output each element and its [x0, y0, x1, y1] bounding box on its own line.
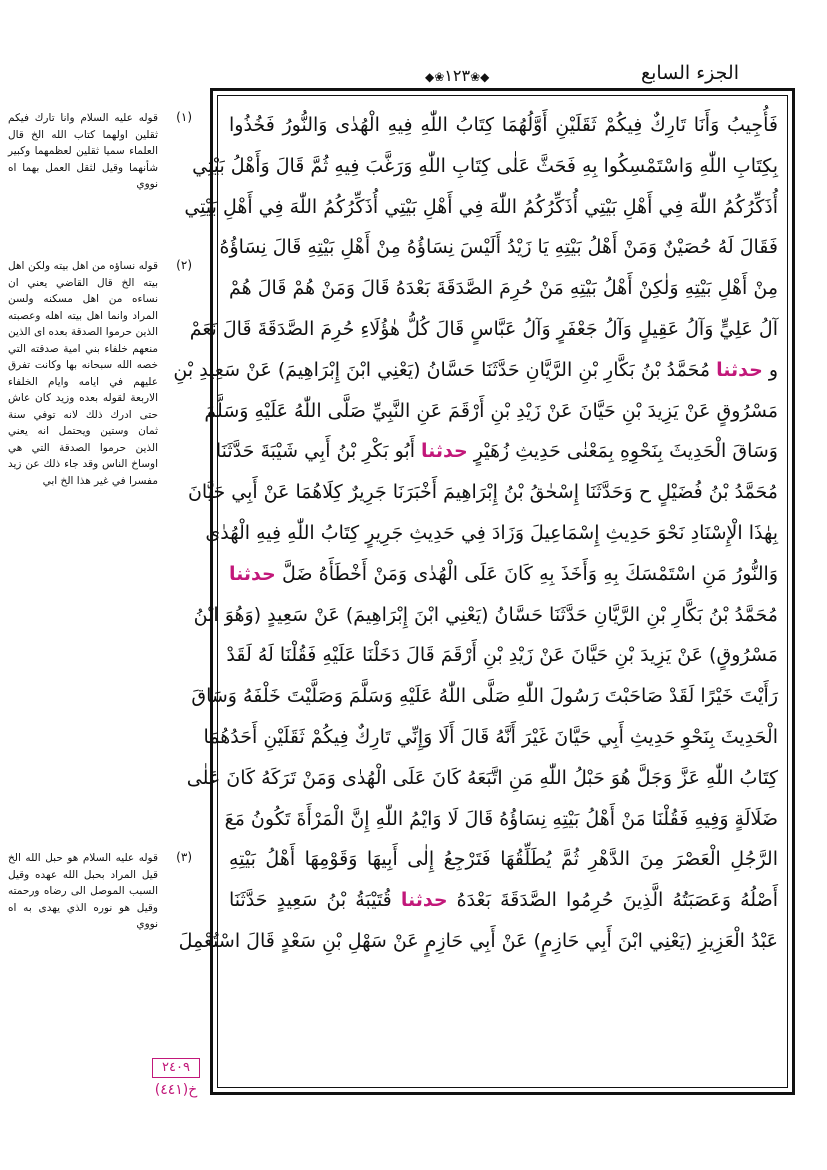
text-line: الرَّجُلِ الْعَصْرَ مِنَ الدَّهْرِ ثُمَّ يُطَلِّقُهَا فَتَرْجِعُ إِلٰى أَبِيهَا وَقَوْمِهَا أَهْلُ بَيْتِهِ [229, 848, 778, 871]
text-line: أُذَكِّرُكُمُ اللّٰهَ فِي أَهْلِ بَيْتِي أُذَكِّرُكُمُ اللّٰهَ فِي أَهْلِ بَيْتِي أُذَكِّرُكُمُ اللّٰهَ فِي أَهْلِ بَيْتِي [184, 195, 778, 218]
text-line: وَالنُّورُ مَنِ اسْتَمْسَكَ بِهِ وَأَخَذَ بِهِ كَانَ عَلَى الْهُدٰى وَمَنْ أَخْطَأَهُ ضَلَّ حدثنا [229, 562, 778, 585]
page-number [425, 66, 489, 85]
text-line: ضَلَالَةٍ وَفِيهِ فَقُلْنَا مَنْ أَهْلُ بَيْتِهِ نِسَاؤُهُ قَالَ لَا وَايْمُ اللّٰهِ إِنَّ الْمَرْأَةَ تَكُونُ مَعَ [224, 807, 778, 830]
ornament-icon: ◆❀ [470, 70, 490, 84]
footnote-text: قوله نساؤه من اهل بيته ولكن اهل بيته الخ قال القاضي يعني ان نساءه من اهل مسكنه ولسن المراد وانما اهل بيته اهله وعصبته الذين حرموا الصدقة بعده اى الذين منعهم خلفاء بني امية صدقته التي خصه الله سبحانه بها وكانت تفرق عليهم في ايامه وايام الخلفاء الاربعة لقوله بعده وزيد كان عاش حتى ادرك ذلك لانه توفي سنة ثمان وستين ويحتمل انه يعني الذين حرموا الصدقة التي هي اوساخ الناس وقد جاء ذلك عن زيد مفسرا في غير هذا الخ ابي [8, 260, 158, 487]
footnote-2 [8, 258, 198, 489]
text-line: وَسَاقَ الْحَدِيثَ بِنَحْوِهِ بِمَعْنٰى حَدِيثِ زُهَيْرٍ حدثنا أَبُو بَكْرِ بْنُ أَبِي شَيْبَةَ حَدَّثَنَا [215, 440, 778, 463]
text-line: فَقَالَ لَهُ حُصَيْنٌ وَمَنْ أَهْلُ بَيْتِهِ يَا زَيْدُ أَلَيْسَ نِسَاؤُهُ مِنْ أَهْلِ بَيْتِهِ قَالَ نِسَاؤُهُ [219, 236, 778, 259]
footnote-3 [8, 850, 198, 933]
text-line: بِكِتَابِ اللّٰهِ وَاسْتَمْسِكُوا بِهِ فَحَثَّ عَلٰى كِتَابِ اللّٰهِ وَرَغَّبَ فِيهِ ثُمَّ قَالَ وَأَهْلُ بَيْتِي [192, 154, 778, 177]
footnote-number: (٣) [176, 850, 192, 864]
footnote-text: قوله عليه السلام هو حبل الله الخ قيل المراد بحبل الله عهده وقيل السبب الموصل الى رضاه ورحمته وقيل هو نوره الذي يهدى به اه نووي [8, 852, 158, 930]
narration-marker: حدثنا [716, 358, 763, 381]
footnote-text: قوله عليه السلام وانا تارك فيكم ثقلين اولهما كتاب الله الخ قال العلماء سميا ثقلين لعظمهما وكبير شأنهما وقيل لثقل العمل بهما اه نووي [8, 112, 158, 190]
text-line: كِتَابُ اللّٰهِ عَزَّ وَجَلَّ هُوَ حَبْلُ اللّٰهِ مَنِ اتَّبَعَهُ كَانَ عَلَى الْهُدٰى وَمَنْ تَرَكَهُ كَانَ عَلٰى [186, 766, 778, 789]
page-number-value: ١٢٣ [444, 66, 471, 85]
page-header [0, 50, 827, 90]
text-line: مَسْرُوقٍ عَنْ يَزِيدَ بْنِ حَيَّانَ عَنْ زَيْدِ بْنِ أَرْقَمَ عَنِ النَّبِيِّ صَلَّى اللّٰهُ عَلَيْهِ وَسَلَّمَ [204, 399, 778, 422]
text-line: رَأَيْتَ خَيْرًا لَقَدْ صَاحَبْتَ رَسُولَ اللّٰهِ صَلَّى اللّٰهُ عَلَيْهِ وَسَلَّمَ وَصَلَّيْتَ خَلْفَهُ وَسَاقَ [191, 685, 778, 708]
text-line: و حدثنا مُحَمَّدُ بْنُ بَكَّارِ بْنِ الرَّيَّانِ حَدَّثَنَا حَسَّانُ (يَعْنِي ابْنَ إِبْرَاهِيمَ) عَنْ سَعِيدِ بْنِ [173, 358, 778, 381]
hadith-number: ٢٤٠٩ [152, 1058, 200, 1078]
footnote-number: (٢) [176, 258, 192, 272]
text-line: مُحَمَّدُ بْنُ فُضَيْلٍ ح وَحَدَّثَنَا إِسْحٰقُ بْنُ إِبْرَاهِيمَ أَخْبَرَنَا جَرِيرٌ كِلَاهُمَا عَنْ أَبِي حَيَّانَ [187, 481, 778, 504]
narration-marker: حدثنا [421, 440, 468, 463]
hadith-alt-number: خ(٤٤١) [154, 1082, 198, 1098]
footnote-1 [8, 110, 198, 193]
narration-marker: حدثنا [400, 889, 448, 912]
text-line: عَبْدُ الْعَزِيزِ (يَعْنِي ابْنَ أَبِي حَازِمٍ) عَنْ أَبِي حَازِمٍ عَنْ سَهْلِ بْنِ سَعْدٍ قَالَ اسْتُعْمِلَ [178, 929, 778, 952]
ornament-icon: ❀◆ [425, 70, 445, 84]
footnote-number: (١) [176, 110, 192, 124]
text-line: أَصْلُهُ وَعَصَبَتُهُ الَّذِينَ حُرِمُوا الصَّدَقَةَ بَعْدَهُ حدثنا قُتَيْبَةُ بْنُ سَعِيدٍ حَدَّثَنَا [229, 889, 779, 912]
text-line: مُحَمَّدُ بْنُ بَكَّارِ بْنِ الرَّيَّانِ حَدَّثَنَا حَسَّانُ (يَعْنِي ابْنَ إِبْرَاهِيمَ) عَنْ سَعِيدٍ (وَهُوَ ابْنُ [193, 603, 778, 626]
narration-marker: حدثنا [229, 562, 276, 585]
text-line: مَسْرُوقٍ) عَنْ يَزِيدَ بْنِ حَيَّانَ عَنْ زَيْدِ بْنِ أَرْقَمَ قَالَ دَخَلْنَا عَلَيْهِ فَقُلْنَا لَهُ لَقَدْ [226, 644, 778, 667]
text-line: فَأُجِيبُ وَأَنَا تَارِكٌ فِيكُمْ ثَقَلَيْنِ أَوَّلُهُمَا كِتَابُ اللّٰهِ فِيهِ الْهُدٰى وَالنُّورُ فَخُذُوا [229, 114, 778, 136]
part-title: الجزء السابع [641, 62, 739, 84]
text-line: بِهٰذَا الْإِسْنَادِ نَحْوَ حَدِيثِ إِسْمَاعِيلَ وَزَادَ فِي حَدِيثِ جَرِيرٍ كِتَابُ اللّٰهِ فِيهِ الْهُدٰى [205, 521, 778, 544]
text-line: آلُ عَلِيٍّ وَآلُ عَقِيلٍ وَآلُ جَعْفَرٍ وَآلُ عَبَّاسٍ قَالَ كُلُّ هٰؤُلَاءِ حُرِمَ الصَّدَقَةَ قَالَ نَعَمْ [189, 317, 778, 340]
text-line: مِنْ أَهْلِ بَيْتِهِ وَلٰكِنْ أَهْلُ بَيْتِهِ مَنْ حُرِمَ الصَّدَقَةَ بَعْدَهُ قَالَ وَمَنْ هُمْ قَالَ هُمْ [229, 277, 778, 300]
text-line: الْحَدِيثَ بِنَحْوِ حَدِيثِ أَبِي حَيَّانَ غَيْرَ أَنَّهُ قَالَ أَلَا وَإِنِّي تَارِكٌ فِيكُمْ ثَقَلَيْنِ أَحَدُهُمَا [203, 725, 778, 748]
